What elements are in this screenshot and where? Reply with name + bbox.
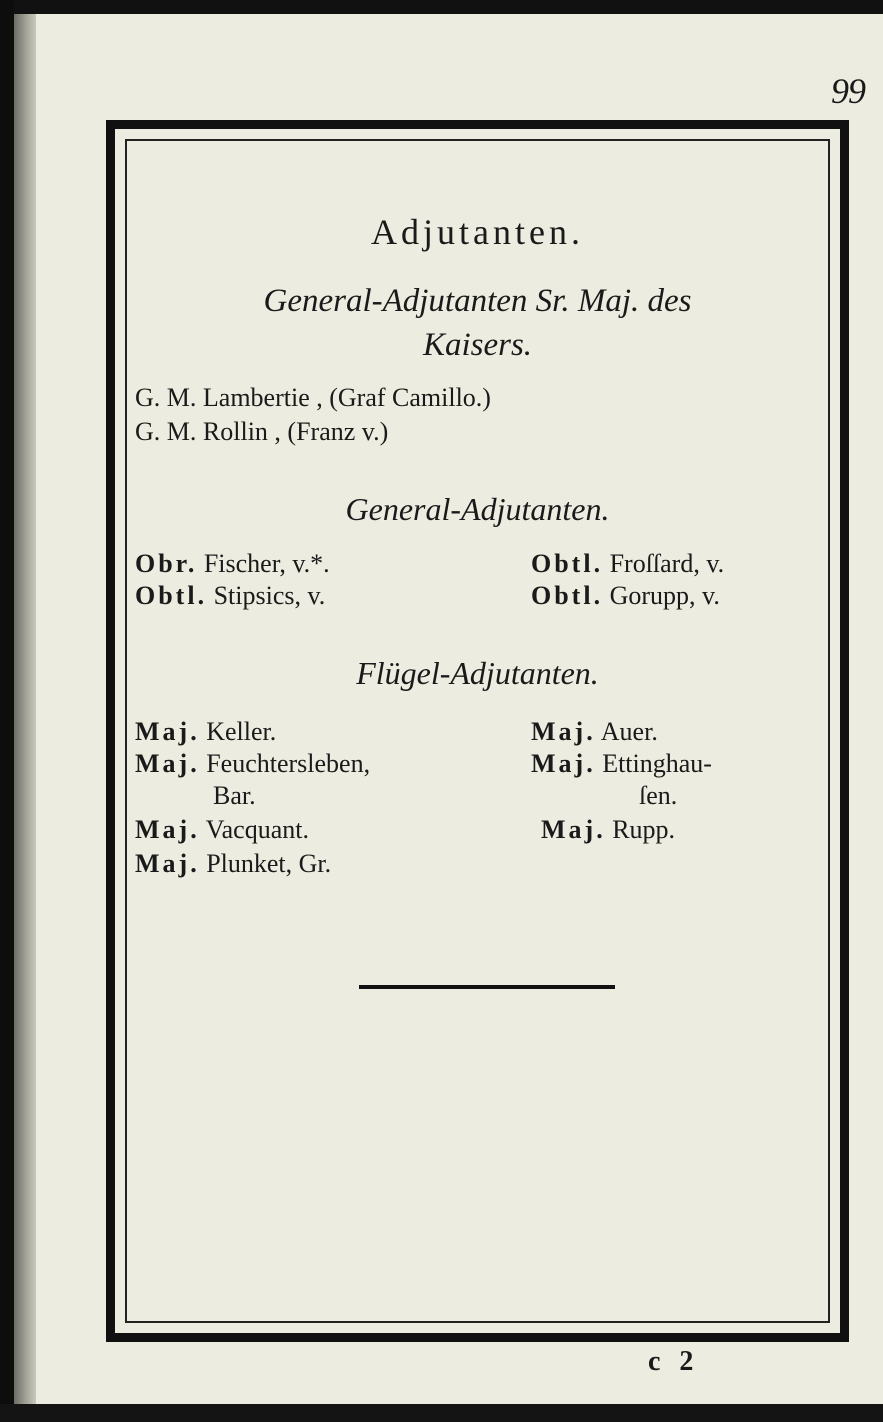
gm-entry-rank: G. M. <box>135 417 197 446</box>
section3-right-continuation <box>639 781 677 811</box>
entry-name: Bar. <box>213 781 256 810</box>
section-divider-rule <box>359 985 615 989</box>
subtitle-line-1: General-Adjutanten Sr. Maj. des <box>263 283 692 319</box>
gm-entry-rank: G. M. <box>135 383 197 412</box>
entry-rank: Maj. <box>135 849 200 878</box>
section3-left-entry <box>135 815 309 845</box>
book-page <box>36 14 883 1404</box>
section3-left-entry <box>135 749 370 779</box>
section2-right-entry <box>531 549 724 579</box>
book-gutter <box>14 14 36 1404</box>
scan-border-left <box>0 0 14 1422</box>
gm-entry-name: Lambertie , (Graf Camillo.) <box>202 383 491 412</box>
page-number: 99 <box>831 71 865 111</box>
page-frame-inner <box>125 139 830 1323</box>
section-title-general-adjutanten: General-Adjutanten. <box>345 491 610 527</box>
gm-entry-1 <box>135 383 491 413</box>
gm-entry-2 <box>135 417 388 447</box>
entry-rank: Maj. <box>531 717 596 746</box>
subtitle <box>127 279 828 367</box>
entry-rank: Obr. <box>135 549 198 578</box>
entry-rank: Maj. <box>135 749 200 778</box>
scan-border-bottom <box>0 1404 883 1422</box>
entry-rank: Obtl. <box>531 581 604 610</box>
section2-left-entry <box>135 549 330 579</box>
main-title: Adjutanten. <box>371 212 584 252</box>
entry-name: Stipsics, v. <box>213 581 326 610</box>
entry-rank: Maj. <box>531 749 596 778</box>
entry-name: Rupp. <box>612 815 676 844</box>
entry-rank: Obtl. <box>531 549 604 578</box>
subtitle-line-2: Kaisers. <box>422 327 533 363</box>
page-frame <box>106 120 849 1342</box>
entry-name: Ettinghau- <box>602 749 712 778</box>
section3-right-entry <box>531 749 712 779</box>
section3-right-entry <box>541 815 675 845</box>
entry-name: Auer. <box>600 717 658 746</box>
section3-left-entry <box>135 849 331 879</box>
entry-name: Gorupp, v. <box>609 581 720 610</box>
signature-mark: c 2 <box>648 1346 700 1377</box>
section3-left-continuation <box>213 781 256 811</box>
section-title-fluegel-adjutanten: Flügel-Adjutanten. <box>356 655 599 691</box>
entry-name: ſen. <box>639 781 678 810</box>
entry-name: Froſſard, v. <box>609 549 725 578</box>
section3-left-entry <box>135 717 276 747</box>
entry-name: Plunket, Gr. <box>206 849 332 878</box>
scan-border-top <box>0 0 883 14</box>
entry-name: Feuchtersleben, <box>206 749 371 778</box>
section3-right-entry <box>531 717 658 747</box>
entry-name: Fischer, v.*. <box>203 549 330 578</box>
entry-rank: Maj. <box>135 815 200 844</box>
section2-right-entry <box>531 581 720 611</box>
entry-rank: Maj. <box>541 815 606 844</box>
entry-name: Keller. <box>206 717 277 746</box>
gm-entry-name: Rollin , (Franz v.) <box>202 417 389 446</box>
section2-left-entry <box>135 581 325 611</box>
entry-rank: Obtl. <box>135 581 208 610</box>
entry-name: Vacquant. <box>205 815 309 844</box>
entry-rank: Maj. <box>135 717 200 746</box>
